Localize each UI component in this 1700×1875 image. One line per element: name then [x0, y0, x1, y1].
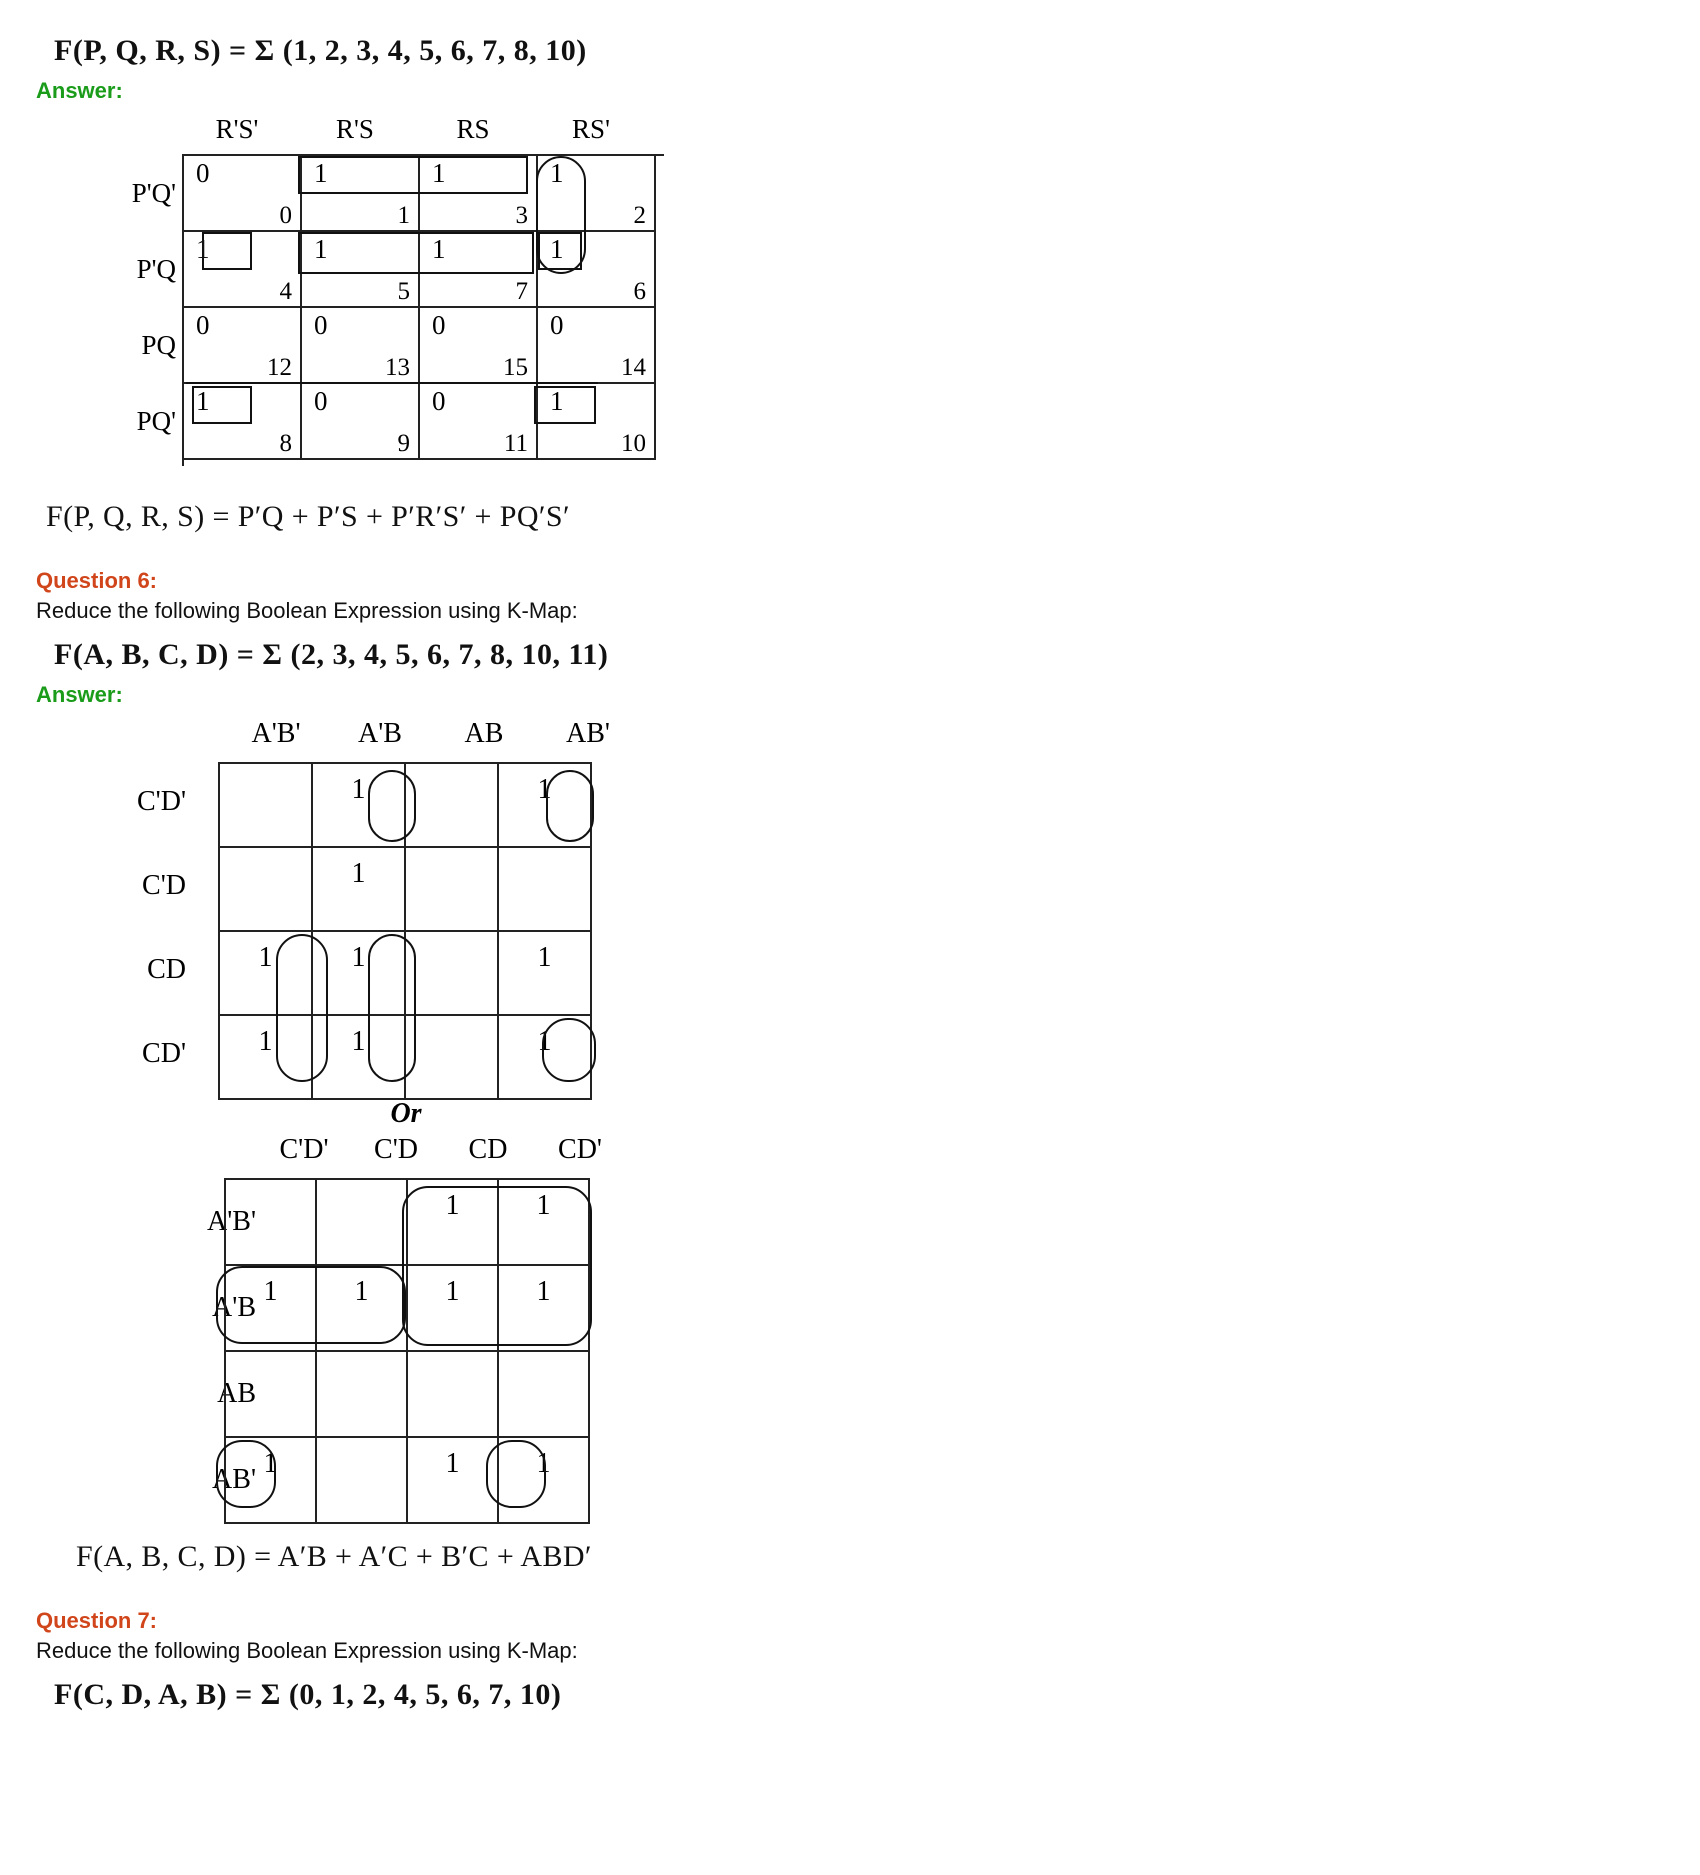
- kmap3-row-header-0: A'B': [207, 1206, 256, 1237]
- kmap2-value-1-1: 1: [351, 858, 366, 889]
- kmap1-index-0-1: 1: [397, 202, 410, 229]
- kmap2-row-header-3: CD': [142, 1038, 186, 1069]
- kmap1-index-2-1: 13: [385, 354, 410, 381]
- kmap3-value-3-0: 1: [263, 1448, 278, 1479]
- kmap3-value-1-1: 1: [354, 1276, 369, 1307]
- q5-answer-label: Answer:: [36, 78, 123, 103]
- kmap1-value-1-2: 1: [432, 234, 446, 264]
- kmap-1: [76, 114, 696, 484]
- kmap3-row-header-1: A'B: [212, 1292, 256, 1323]
- kmap1-value-0-0: 0: [196, 158, 210, 188]
- kmap2-cell-1-1: [313, 848, 406, 932]
- kmap3-group-4: [486, 1440, 546, 1508]
- kmap-3: [186, 1134, 826, 1524]
- kmap3-cell-2-2: [408, 1352, 499, 1438]
- kmap3-value-3-3: 1: [536, 1448, 551, 1479]
- kmap1-value-2-3: 0: [550, 310, 564, 340]
- kmap2-col-header-3: AB': [566, 718, 610, 749]
- kmap3-value-1-0: 1: [263, 1276, 278, 1307]
- kmap1-cell-2-2: [420, 308, 538, 384]
- kmap3-cell-0-0: [226, 1180, 317, 1266]
- question-7-title: Question 7:: [36, 1608, 158, 1633]
- kmap3-cell-0-1: [317, 1180, 408, 1266]
- or-label: Or: [390, 1098, 422, 1129]
- kmap1-value-3-2: 0: [432, 386, 446, 416]
- kmap2-cell-3-2: [406, 1016, 499, 1100]
- kmap1-row-header-1: P'Q: [136, 254, 176, 284]
- kmap1-group-6: [192, 386, 252, 424]
- kmap1-value-0-3: 1: [550, 158, 564, 188]
- kmap1-cell-2-0: [184, 308, 302, 384]
- kmap2-value-2-0: 1: [258, 942, 273, 973]
- kmap2-cell-1-0: [220, 848, 313, 932]
- kmap3-col-header-1: C'D: [374, 1134, 418, 1165]
- kmap1-group-7: [534, 386, 596, 424]
- q5-result: F(P, Q, R, S) = P′Q + P′S + P′R′S′ + PQ′S′: [46, 500, 570, 533]
- kmap1-value-3-1: 0: [314, 386, 328, 416]
- kmap1-row-header-0: P'Q': [131, 178, 176, 208]
- kmap1-index-0-0: 0: [279, 202, 292, 229]
- kmap1-value-1-0: 1: [196, 234, 210, 264]
- kmap1-group-8: [186, 382, 598, 384]
- question-6-answer-label: Answer:: [36, 682, 123, 707]
- kmap1-cell-3-2: [420, 384, 538, 460]
- kmap2-row-header-2: CD: [147, 954, 186, 985]
- question-6-expression: F(A, B, C, D) = Σ (2, 3, 4, 5, 6, 7, 8, 10, 11): [54, 638, 609, 671]
- kmap1-value-2-1: 0: [314, 310, 328, 340]
- kmap1-index-1-0: 4: [279, 278, 292, 305]
- kmap2-group-1: [368, 770, 416, 842]
- kmap1-index-1-3: 6: [633, 278, 646, 305]
- kmap3-group-2: [216, 1266, 406, 1344]
- q5-expression: F(P, Q, R, S) = Σ (1, 2, 3, 4, 5, 6, 7, 8, 10): [54, 34, 587, 67]
- kmap1-index-0-3: 2: [633, 202, 646, 229]
- kmap2-group-5: [542, 1018, 596, 1082]
- kmap2-group-3: [368, 934, 416, 1082]
- kmap2-group-2: [546, 770, 594, 842]
- kmap2-cell-1-3: [499, 848, 592, 932]
- kmap2-cell-0-2: [406, 764, 499, 848]
- kmap3-row-header-2: AB: [217, 1378, 256, 1409]
- question-6-title: Question 6:: [36, 568, 158, 593]
- kmap1-value-2-0: 0: [196, 310, 210, 340]
- kmap1-row-header-2: PQ: [141, 330, 176, 360]
- kmap2-cell-0-0: [220, 764, 313, 848]
- kmap3-group-3: [216, 1440, 276, 1508]
- kmap2-value-3-1: 1: [351, 1026, 366, 1057]
- kmap2-cell-1-2: [406, 848, 499, 932]
- kmap1-cell-0-0: [184, 156, 302, 232]
- kmap3-value-1-3: 1: [536, 1276, 551, 1307]
- kmap3-row-header-3: AB': [212, 1464, 256, 1495]
- kmap3-value-0-3: 1: [536, 1190, 551, 1221]
- kmap1-index-3-0: 8: [279, 430, 292, 457]
- kmap1-cell-2-3: [538, 308, 656, 384]
- kmap1-index-3-1: 9: [397, 430, 410, 457]
- kmap3-col-header-2: CD: [468, 1134, 508, 1165]
- question-7-expression: F(C, D, A, B) = Σ (0, 1, 2, 4, 5, 6, 7, 10): [54, 1678, 562, 1711]
- kmap1-col-header-0: R'S': [215, 114, 259, 144]
- kmap3-value-3-2: 1: [445, 1448, 460, 1479]
- kmap1-value-1-1: 1: [314, 234, 328, 264]
- kmap2-value-2-3: 1: [537, 942, 552, 973]
- kmap3-cell-2-1: [317, 1352, 408, 1438]
- kmap2-cell-2-3: [499, 932, 592, 1016]
- kmap3-value-0-2: 1: [445, 1190, 460, 1221]
- kmap2-cell-2-2: [406, 932, 499, 1016]
- kmap2-col-header-1: A'B: [358, 718, 402, 749]
- kmap1-cell-3-1: [302, 384, 420, 460]
- question-6-text: Reduce the following Boolean Expression using K-Map:: [36, 598, 578, 623]
- kmap3-cell-2-3: [499, 1352, 590, 1438]
- kmap3-cell-3-1: [317, 1438, 408, 1524]
- kmap-2: [96, 718, 716, 1098]
- kmap2-value-2-1: 1: [351, 942, 366, 973]
- kmap2-row-header-0: C'D': [137, 786, 186, 817]
- kmap1-value-0-1: 1: [314, 158, 328, 188]
- kmap3-col-header-0: C'D': [279, 1134, 329, 1165]
- kmap2-col-header-0: A'B': [251, 718, 301, 749]
- kmap2-value-0-1: 1: [351, 774, 366, 805]
- kmap1-index-3-2: 11: [503, 430, 528, 457]
- question-6-result: F(A, B, C, D) = A′B + A′C + B′C + ABD′: [76, 1540, 592, 1573]
- kmap3-value-1-2: 1: [445, 1276, 460, 1307]
- question-7-text: Reduce the following Boolean Expression using K-Map:: [36, 1638, 578, 1663]
- kmap3-group-1: [402, 1186, 592, 1346]
- kmap1-row-header-3: PQ': [136, 406, 176, 436]
- kmap1-group-5: [538, 232, 582, 270]
- kmap1-value-3-0: 1: [196, 386, 210, 416]
- kmap1-cell-2-1: [302, 308, 420, 384]
- kmap1-col-header-2: RS: [456, 114, 490, 144]
- kmap2-value-0-3: 1: [537, 774, 552, 805]
- kmap1-index-2-0: 12: [267, 354, 292, 381]
- kmap3-col-header-3: CD': [558, 1134, 602, 1165]
- kmap2-col-header-2: AB: [464, 718, 504, 749]
- kmap1-index-0-2: 3: [515, 202, 528, 229]
- kmap1-group-3: [202, 232, 252, 270]
- kmap1-index-2-3: 14: [621, 354, 646, 381]
- kmap1-value-2-2: 0: [432, 310, 446, 340]
- kmap1-index-2-2: 15: [503, 354, 528, 381]
- kmap1-group-1: [298, 156, 528, 194]
- kmap1-value-3-3: 1: [550, 386, 564, 416]
- kmap2-row-header-1: C'D: [142, 870, 186, 901]
- kmap1-index-1-1: 5: [397, 278, 410, 305]
- kmap2-value-3-0: 1: [258, 1026, 273, 1057]
- kmap1-index-1-2: 7: [515, 278, 528, 305]
- kmap1-value-0-2: 1: [432, 158, 446, 188]
- kmap1-index-3-3: 10: [621, 430, 646, 457]
- kmap1-group-4: [298, 232, 534, 274]
- kmap2-value-3-3: 1: [537, 1026, 552, 1057]
- kmap1-value-1-3: 1: [550, 234, 564, 264]
- kmap1-col-header-3: RS': [572, 114, 610, 144]
- kmap3-cell-2-0: [226, 1352, 317, 1438]
- kmap2-group-4: [276, 934, 328, 1082]
- kmap1-col-header-1: R'S: [336, 114, 374, 144]
